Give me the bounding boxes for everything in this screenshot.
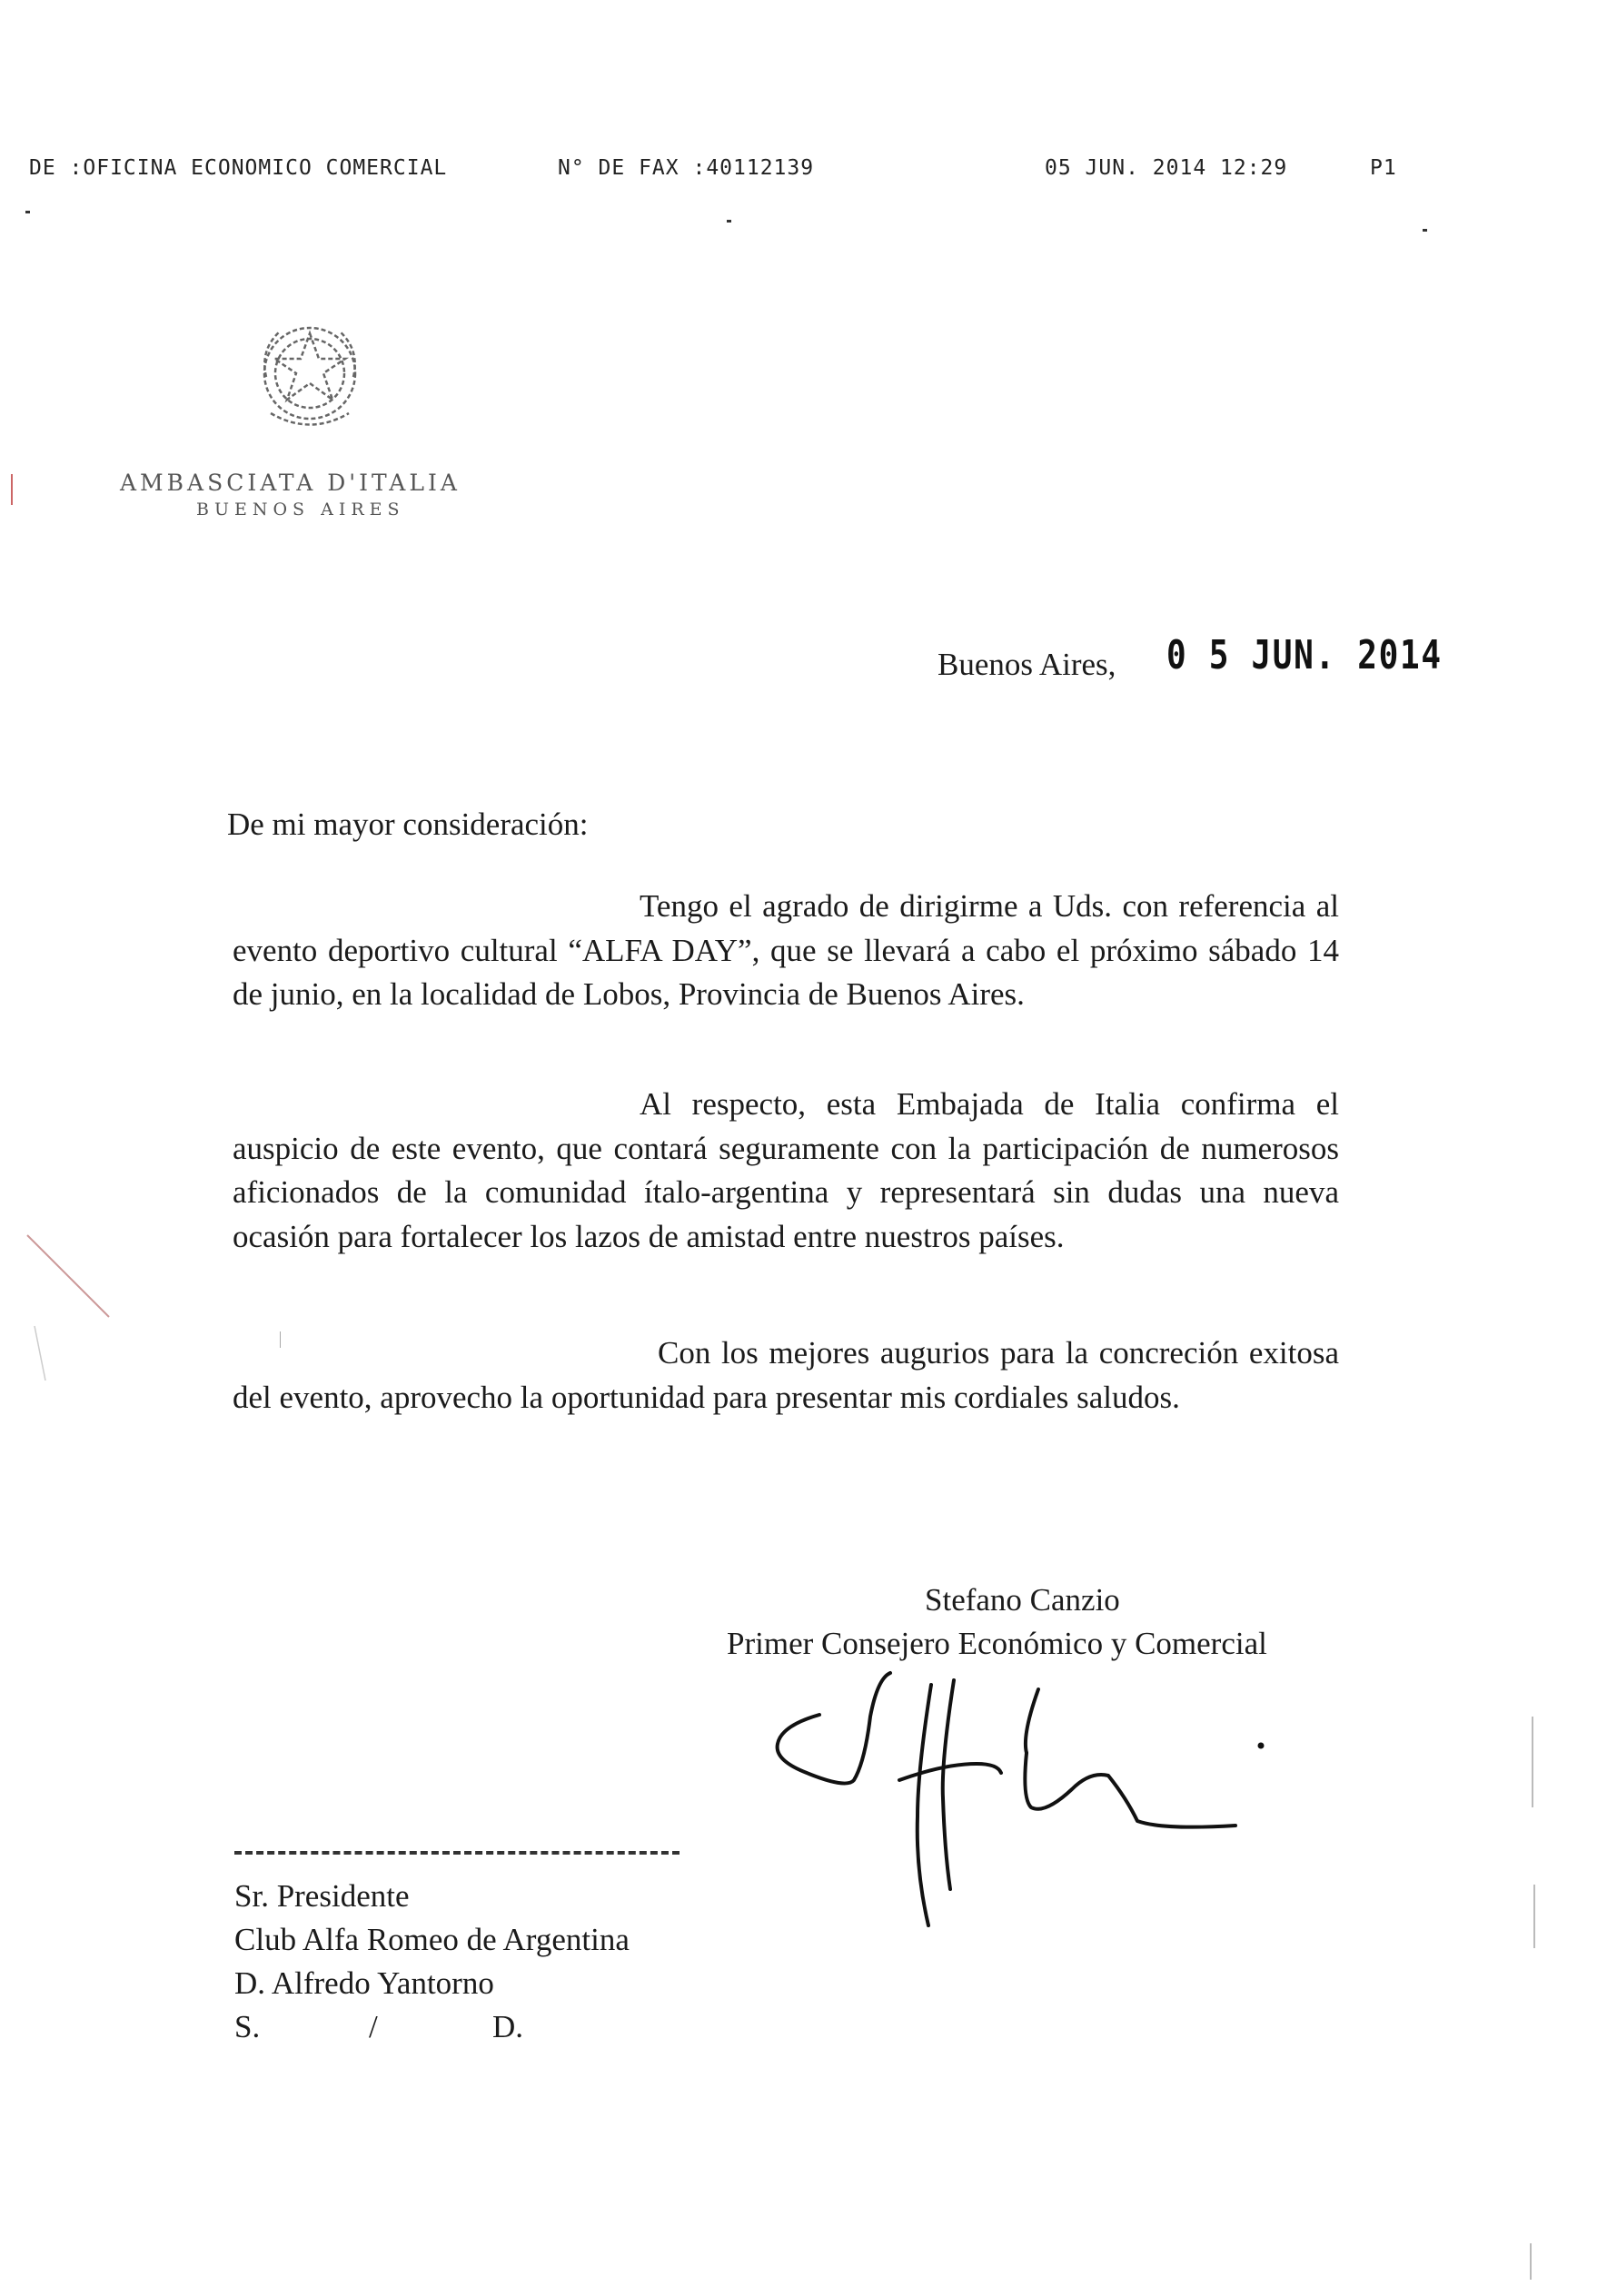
scan-speck [727,220,731,223]
recipient-title: Sr. Presidente [234,1878,410,1914]
salutation: De mi mayor consideración: [227,807,589,842]
recipient-name: D. Alfredo Yantorno [234,1965,494,2001]
fax-sender: DE :OFICINA ECONOMICO COMERCIAL [29,156,448,180]
handwritten-signature [763,1662,1272,1935]
embassy-city: BUENOS AIRES [196,500,405,520]
scan-edge-mark [1530,2243,1532,2280]
paragraph-1: Tengo el agrado de dirigirme a Uds. con referencia al evento deportivo cultural “ALFA DAY”, que se llevará a cabo el próximo sábado 14 de junio, en la localidad de Lobos, Provincia de Buenos Aires. [233,888,1339,1012]
paragraph-2: Al respecto, esta Embajada de Italia confirma el auspicio de este evento, que contará seguramente con la participación de numerosos aficionados de la comunidad ítalo-argentina y representará sin dudas una nueva ocasión para fortalecer los lazos de amistad entre nuestros países. [233,1086,1339,1254]
recipient-d: D. [492,2009,524,2044]
recipient-club: Club Alfa Romeo de Argentina [234,1922,630,1957]
scan-edge-mark [280,1331,281,1348]
signatory-title: Primer Consejero Económico y Comercial [727,1626,1267,1661]
recipient-slash: / [369,2009,378,2044]
fax-number: N° DE FAX :40112139 [558,156,815,180]
scan-edge-mark [1532,1717,1533,1807]
emblem-icon [253,313,367,436]
fax-datetime: 05 JUN. 2014 12:29 [1045,156,1288,180]
embassy-name: AMBASCIATA D'ITALIA [120,470,461,496]
date-stamp: 0 5 JUN. 2014 [1166,632,1443,678]
paragraph-3: Con los mejores augurios para la concreción exitosa del evento, aprovecho la oportunidad para presentar mis cordiales saludos. [233,1335,1339,1415]
fax-page: P1 [1370,156,1397,180]
scan-speck [25,211,30,213]
scan-edge-mark [1533,1885,1535,1948]
signatory-name: Stefano Canzio [925,1582,1120,1618]
margin-scratch [18,1217,118,1390]
scan-edge-mark [11,474,13,505]
scan-speck [1423,229,1427,232]
date-place: Buenos Aires, [937,647,1116,682]
separator-line [234,1851,680,1855]
recipient-s: S. [234,2009,261,2044]
